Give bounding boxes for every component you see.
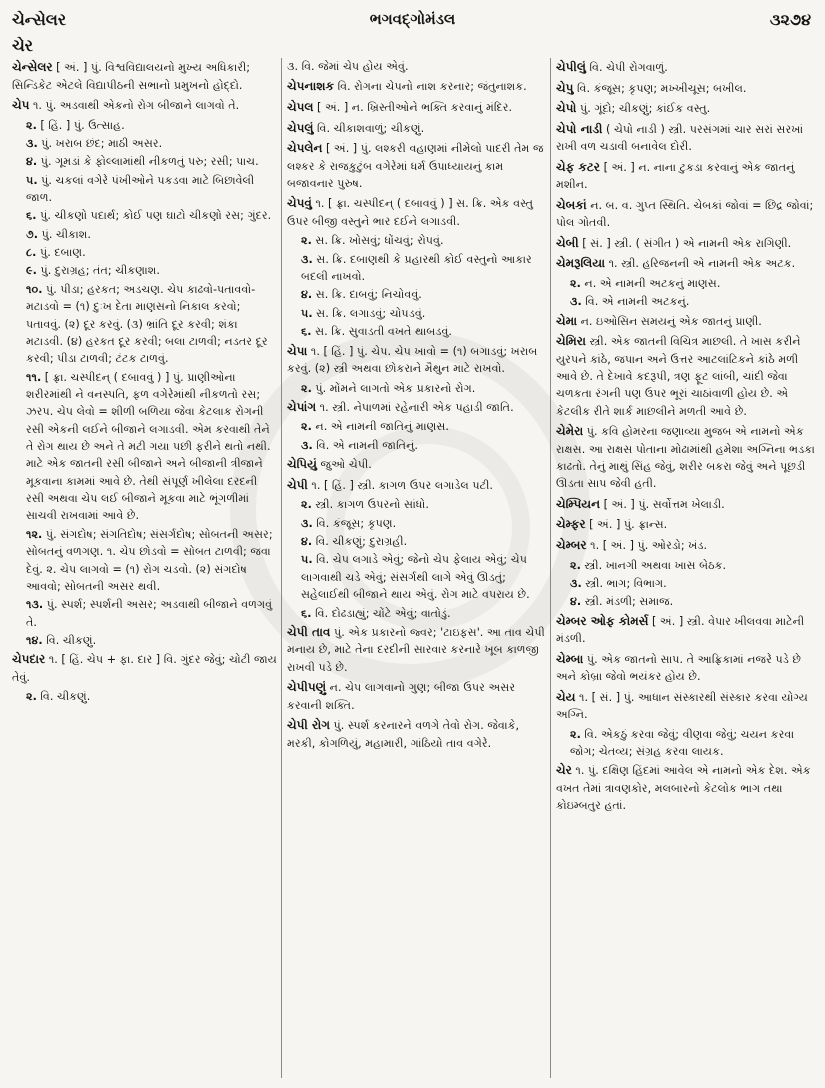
entry-sense bbox=[301, 380, 546, 397]
entry-sense bbox=[570, 275, 815, 292]
sense-number: ૪. bbox=[301, 288, 313, 302]
sense-text: વિ. ચેપ લગાડે એવું; જેનો ચેપ ફેલાય એવું; ચેપ લાગવાથી ચડે એવું; સંસર્ગથી લાગે એવું ઊડતું; સહેલાઈથી બીજાને થાય એવું. રોગ માટે વપરાય છે. bbox=[301, 553, 530, 602]
entry-sense bbox=[26, 226, 277, 243]
entry-definition: ૧. સ્ત્રી. હરિજનની એ નામની એક અટક. bbox=[608, 257, 796, 271]
dictionary-entry bbox=[287, 623, 546, 676]
dictionary-entry bbox=[12, 96, 277, 115]
entry-headword: ચેપલ bbox=[287, 99, 314, 114]
entry-sense bbox=[570, 593, 815, 610]
sense-number: ૯. bbox=[26, 264, 37, 278]
sense-text: સ્ત્રી. ભાગ; વિભાગ. bbox=[585, 576, 667, 590]
entry-headword: ચેપનાશક bbox=[287, 79, 334, 94]
entry-sense bbox=[301, 533, 546, 550]
entry-sense bbox=[570, 557, 815, 574]
dictionary-entry bbox=[556, 196, 815, 232]
sense-text: વિ. ચીકણું; દુરાગ્રહી. bbox=[315, 535, 408, 549]
entry-sense bbox=[26, 369, 277, 525]
entry-headword: ચેપીલું bbox=[556, 60, 586, 74]
sense-text: સ. ક્રિ. દબાણથી કે પ્રહારથી કોઈ વસ્તુનો આકાર બદલી નાખવો. bbox=[301, 252, 532, 284]
entry-headword: ચેપી રોગ bbox=[287, 718, 330, 733]
entry-sense bbox=[26, 688, 277, 705]
entry-definition: ૧. પું. અડવાથી એકનો રોગ બીજાને લાગવો તે. bbox=[32, 98, 240, 112]
dictionary-entry bbox=[556, 332, 815, 420]
entry-headword: ચેફ કટર bbox=[556, 159, 601, 174]
entry-sense bbox=[570, 726, 815, 761]
column-1 bbox=[12, 58, 277, 1078]
sense-number: ૩. bbox=[26, 136, 38, 150]
entry-sense bbox=[301, 323, 546, 340]
entry-definition: પું. સ્પર્શ કરનારને વળગે તેવો રોગ. જેવાકે, મરકી, કોગળિયું, મહામારી, ગાંઠિયો તાવ વગેરે. bbox=[287, 719, 520, 750]
entry-headword: ચેમ્પિયન bbox=[556, 496, 601, 511]
entry-headword: ચેન્સેલર bbox=[12, 60, 53, 74]
dictionary-entry bbox=[287, 194, 546, 230]
entry-definition: [ અં. ] પું. લશ્કરી વહાણમાં નીમેલો પાદરી તેમ જ લશ્કર કે રાજકુટુંબ વગેરેમાં ધર્મ ઉપાધ્યાયનું કામ બજાવનાર પુરુષ. bbox=[287, 142, 544, 191]
dictionary-entry bbox=[556, 761, 815, 814]
entry-headword: ચેમા bbox=[556, 313, 578, 328]
page-header bbox=[0, 0, 825, 34]
dictionary-entry bbox=[556, 536, 815, 555]
entry-headword: ચેપદાર bbox=[12, 652, 46, 667]
entry-definition: પું. કવિ હોમરના જણાવ્યા મુજબ એ નામનો એક રાક્ષસ. આ રાક્ષસ પોતાના મોઢામાંથી હમેશા અગ્નિના ભડકા કાઢતો. તેનું માથું સિંહ જેવું, શરીર બકરા જેવું અને પૂછડી ઊડતા સાપ જેવી હતી. bbox=[556, 425, 815, 491]
dictionary-entry bbox=[12, 58, 277, 94]
header-guide-word-sub: ચેર bbox=[12, 36, 34, 55]
entry-sense bbox=[26, 244, 277, 261]
dictionary-entry bbox=[556, 688, 815, 724]
sense-text: વિ. એકઠું કરવા જેવું; વીણવા જેવું; ચયન કરવા જોગ; ચેતવ્ય; સંગ્રહ કરવા લાયક. bbox=[570, 727, 795, 758]
sense-number: ૨. bbox=[570, 727, 581, 741]
sense-text: [ હિં. ] પું. ઉત્સાહ. bbox=[40, 118, 125, 132]
entry-definition: વિ. રોગના ચેપનો નાશ કરનાર; જંતુનાશક. bbox=[337, 80, 527, 94]
entry-headword: ચેપિયું bbox=[287, 457, 317, 472]
entry-definition: [ અં. ] પું. સર્વોત્તમ ખેલાડી. bbox=[603, 497, 725, 511]
sense-number: ૫. bbox=[301, 306, 313, 320]
sense-number: ૮. bbox=[26, 246, 37, 260]
entry-headword: ચેર bbox=[556, 763, 572, 778]
sense-text: પું. ચીકણો પદાર્થ; કોઈ પણ ઘાટો ચીકણો રસ; ગુંદર. bbox=[40, 209, 272, 223]
entry-sense bbox=[301, 286, 546, 303]
entry-headword: ચેમેરા bbox=[556, 424, 584, 439]
sense-text: પું. ગૂમડાં કે ફોલ્લામાંથી નીકળતું પરુ; રસી; પાચ. bbox=[40, 155, 259, 169]
header-page-number: ૩૨૭૪ bbox=[769, 10, 811, 29]
sense-text: વિ. ચીકણું. bbox=[40, 690, 91, 704]
sense-text: સ્ત્રી. કાગળ ઉપરનો સાંધો. bbox=[315, 498, 429, 512]
entry-headword: ચેપીપણું bbox=[287, 680, 327, 695]
dictionary-entry bbox=[287, 98, 546, 117]
sense-text: વિ. એ નામની અટકનું. bbox=[585, 295, 690, 309]
sense-text: પું. દુરાગ્રહ; તંત; ચીકણાશ. bbox=[40, 264, 160, 278]
dictionary-entry bbox=[556, 515, 815, 534]
entry-sense bbox=[570, 575, 815, 592]
sense-number: ૨. bbox=[301, 420, 312, 434]
entry-definition: [ અં. ] ન. ખ્રિસ્તીઓને ભક્તિ કરવાનું મંદિર. bbox=[317, 100, 513, 114]
header-book-title: ભગવદ્ગોમંડલ bbox=[369, 10, 456, 28]
entry-definition: પું. એક પ્રકારનો જ્વર; 'ટાઇફસ'. આ તાવ ચેપી મનાય છે, માટે તેના દરદીની સારવાર કરનારે ખૂબ કાળજી રાખવી પડે છે. bbox=[287, 625, 545, 674]
sense-text: [ ફ્રા. ચસ્પીદન્ ( દબાવવું ) ] પું. પ્રાણીઓના શરીરમાંથી ને વનસ્પતિ, ફળ વગેરેમાંથી નીકળતો રસ; ઝરપ. ચેપ લેવો = શીળી બળિયા જેવા કેટલાક રોગની રસી એકની લઈને બીજાને લગાડવી. એમ કરવાથી તેને તે રોગ થાય છે અને તે મટી ગયા પછી ફરીને થતો નથી. માટે એક જાતની રસી બીજાને અને બીજાની ત્રીજાને મૂકવાના કામમાં આવે છે. તેથી સંપૂર્ણ ખીલેલા દરદની રસી અથવા ચેપ લઈ બીજાને મૂકવા માટે ભૂંગળીમાં સાચવી રાખવામાં આવે છે. bbox=[26, 370, 271, 523]
dictionary-entry bbox=[556, 99, 815, 118]
sense-number: ૩. bbox=[570, 295, 582, 309]
sense-text: પું. સ્પર્શ; સ્પર્શની અસર; અડવાથી બીજાને વળગવું તે. bbox=[26, 598, 273, 629]
sense-number: ૪. bbox=[26, 155, 38, 169]
sense-text: પું. ચીકાશ. bbox=[41, 227, 91, 241]
sense-text: વિ. દોઢડાહ્યું; ચોંટે એવું; વાતોડું. bbox=[315, 606, 451, 620]
entry-definition: ન. ઇઓસિન સમયનું એક જાતનું પ્રાણી. bbox=[580, 314, 762, 328]
sense-number: ૩. bbox=[301, 438, 313, 452]
entry-sense bbox=[301, 437, 546, 454]
entry-headword: ચેય bbox=[556, 689, 576, 704]
entry-headword: ચેપલેન bbox=[287, 141, 323, 156]
entry-headword: ચેપલું bbox=[287, 120, 314, 135]
column-2 bbox=[281, 58, 546, 1078]
sense-number: ૧૩. bbox=[26, 598, 44, 612]
entry-headword: ચેમરૂલિયા bbox=[556, 256, 606, 271]
sense-number: ૩. bbox=[301, 252, 313, 266]
dictionary-entry bbox=[556, 79, 815, 98]
entry-headword: ચેમ્ફર bbox=[556, 517, 586, 532]
entry-definition: ૩. વિ. જેમાં ચેપ હોય એવું. bbox=[287, 60, 409, 73]
entry-definition: વિ. ચીકાશવાળું; ચીકણું. bbox=[317, 121, 425, 135]
entry-definition: [ અં. ] સ્ત્રી. વેપાર ખીલવવા માટેની મંડળી. bbox=[556, 614, 805, 646]
entry-definition: ન. બ. વ. ગુપ્ત સ્થિતિ. ચેબકાં જોવાં = છિદ્ર જોવાં; પોલ ગોતવી. bbox=[556, 198, 814, 230]
dictionary-entry bbox=[287, 342, 546, 378]
sense-text: સ. ક્રિ. દાબવું; નિચોવવું. bbox=[315, 288, 422, 302]
entry-definition: ૧. [ હિં. ] પું. ચેપ. ચેપ ખાવો = (૧) બગાડવું; ખરાબ કરવું. (૨) સ્ત્રી અથવા છોકરાને મૈથુન માટે રાખવો. bbox=[287, 344, 538, 376]
dictionary-entry bbox=[287, 58, 546, 75]
entry-sense bbox=[301, 251, 546, 286]
entry-headword: ચેપાંગ bbox=[287, 399, 317, 414]
sense-number: ૨. bbox=[570, 558, 581, 572]
entry-sense bbox=[26, 135, 277, 152]
dictionary-entry bbox=[556, 422, 815, 493]
entry-headword: ચેપો bbox=[556, 101, 577, 116]
entry-sense bbox=[26, 281, 277, 368]
sense-text: ન. એ નામની જાતિનું માણસ. bbox=[315, 420, 449, 434]
sense-number: ૬. bbox=[301, 325, 312, 339]
dictionary-entry bbox=[287, 77, 546, 96]
entry-definition: સ્ત્રી. એક જાતની વિચિત્ર માછલી. તે ખાસ કરીને યુરપને કાંઠે, જપાન અને ઉત્તર આટલાંટિકને કાંઠે મળી આવે છે. તે દેખાવે કદરૂપી, ત્રણ ફૂટ લાંબી, ચાંદી જેવા ચળકતા રંગની પણ ઉપર ભૂરાં ચાઠાંવાળી હોય છે. એ કેટલીક રીતે શાર્ક માછલીને મળતી આવે છે. bbox=[556, 335, 801, 418]
dictionary-entry bbox=[287, 678, 546, 714]
entry-headword: ચેબકાં bbox=[556, 197, 587, 212]
entry-headword: ચેપી તાવ bbox=[287, 624, 331, 639]
sense-text: સ્ત્રી. મંડળી; સમાજ. bbox=[584, 595, 674, 609]
entry-sense bbox=[301, 551, 546, 603]
sense-number: ૪. bbox=[301, 535, 313, 549]
dictionary-entry bbox=[287, 455, 546, 474]
entry-headword: ચેપી bbox=[287, 477, 308, 492]
entry-headword: ચેપા bbox=[287, 343, 308, 358]
sense-text: પું. સંગદોષ; સંગતિદોષ; સંસર્ગદોષ; સોબતની અસર; સોબતનું વળગણ. ૧. ચેપ છોડવો = સોબત ટાળવી; જવા દેવું. ૨. ચેપ લાગવો = (૧) રોગ ચડવો. (૨) સંગદોષ આવવો; સોબતની અસર થવી. bbox=[26, 527, 273, 593]
entry-sense bbox=[301, 515, 546, 532]
sense-text: પું. મોંમને લાગતો એક પ્રકારનો રોગ. bbox=[315, 381, 476, 395]
sense-text: વિ. એ નામની જાતિનું. bbox=[316, 438, 418, 452]
sense-text: ન. એ નામની અટકનું માણસ. bbox=[584, 276, 721, 290]
sense-number: ૨. bbox=[570, 276, 581, 290]
dictionary-entry bbox=[556, 158, 815, 194]
sense-number: ૬. bbox=[301, 606, 312, 620]
entry-sense bbox=[26, 262, 277, 279]
entry-headword: ચેમ્બર ઓફ કોમર્સ bbox=[556, 613, 649, 628]
sense-text: પું. ચકલાં વગેરે પંખીઓને પકડવા માટે બિછાવેલી જાળ. bbox=[26, 173, 255, 204]
dictionary-entry bbox=[12, 650, 277, 686]
dictionary-columns bbox=[12, 58, 816, 1078]
dictionary-entry bbox=[287, 476, 546, 495]
entry-headword: ચેપ bbox=[12, 97, 30, 112]
entry-sense bbox=[570, 293, 815, 310]
sense-number: ૨. bbox=[26, 690, 37, 704]
dictionary-entry bbox=[287, 716, 546, 752]
entry-sense bbox=[26, 117, 277, 134]
sense-text: પું. ખરાબ છંદ; માઠી અસર. bbox=[41, 136, 163, 150]
sense-number: ૧૦. bbox=[26, 282, 43, 296]
sense-text: સ્ત્રી. ખાનગી અથવા ખાસ બેઠક. bbox=[584, 558, 727, 572]
sense-text: પું. પીડા; હરકત; અડચણ. ચેપ કાઢવો-પતાવવો-મટાડવો = (૧) દુઃખ દેતા માણસનો નિકાલ કરવો; પતાવવું. (૨) દૂર કરવું. (૩) ભ્રાંતિ દૂર કરવી; શંકા મટાડવી. (૪) હરકત દૂર કરવી; બલા ટાળવી; નડતર દૂર કરવી; પીડા ટાળવી; ટંટક ટાળવું. bbox=[26, 282, 268, 366]
sense-text: વિ. ચીકણું. bbox=[46, 633, 97, 647]
entry-headword: ચેપુ bbox=[556, 80, 574, 95]
dictionary-entry bbox=[556, 58, 815, 77]
entry-definition: ૧. [ હિં. ચેપ + ફા. દાર ] વિ. ગુંદર જેવું; ચોટી જાય તેવું. bbox=[12, 653, 277, 684]
entry-sense bbox=[301, 496, 546, 513]
sense-text: સ. ક્રિ. લગાડવું; ચોપડવું. bbox=[316, 306, 426, 320]
sense-number: ૭. bbox=[26, 227, 39, 241]
entry-definition: પું. એક જાતનો સાપ. તે આફ્રિકામાં નજરે પડે છે અને કોબ્રા જેવો ભયંકર હોય છે. bbox=[556, 652, 802, 684]
entry-definition: ન. ચેપ લાગવાનો ગુણ; બીજા ઉપર અસર કરવાની શક્તિ. bbox=[287, 681, 516, 712]
sense-text: પું. દબાણ. bbox=[39, 246, 86, 260]
entry-definition: [ અં. ] પું. ફ્રાન્સ. bbox=[589, 518, 668, 532]
entry-sense bbox=[301, 605, 546, 622]
entry-sense bbox=[301, 232, 546, 249]
dictionary-entry bbox=[287, 119, 546, 138]
entry-sense bbox=[26, 153, 277, 170]
sense-number: ૧૧. bbox=[26, 370, 42, 384]
entry-sense bbox=[301, 418, 546, 435]
header-guide-word-left: ચેન્સેલર bbox=[12, 10, 67, 29]
entry-definition: ૧. [ ફ્રા. ચસ્પીદન્ ( દબાવવું ) ] સ. ક્રિ. એક વસ્તુ ઉપર બીજી વસ્તુને ભાર દઈને લગાડવી. bbox=[287, 197, 534, 229]
sense-number: ૪. bbox=[570, 595, 582, 609]
sense-number: ૨. bbox=[301, 381, 312, 395]
entry-sense bbox=[26, 172, 277, 207]
dictionary-entry bbox=[556, 495, 815, 514]
entry-headword: ચેમિરા bbox=[556, 334, 586, 349]
entry-definition: ( ચેપો નાડી ) સ્ત્રી. પરસંગમાં ચાર સરાં સરખાં રાખી વળ ચડાવી બનાવેલ દોરી. bbox=[556, 122, 804, 154]
entry-definition: વિ. ચેપી રોગવાળું. bbox=[589, 61, 668, 74]
sense-number: ૩. bbox=[301, 516, 313, 530]
entry-definition: ૧. પું. દક્ષિણ હિંદમાં આવેલ એ નામનો એક દેશ. એક વખત તેમાં ત્રાવણકોર, મલબારનો કેટલોક ભાગ તથા કોઇમ્બતુર હતાં. bbox=[556, 764, 811, 813]
entry-sense bbox=[26, 207, 277, 224]
sense-number: ૧૨. bbox=[26, 527, 43, 541]
dictionary-entry bbox=[556, 120, 815, 156]
sense-text: સ. ક્રિ. ખોસવું; ધોંચવું; રોપવું. bbox=[315, 234, 444, 248]
sense-number: ૨. bbox=[301, 234, 312, 248]
sense-number: ૨. bbox=[26, 118, 37, 132]
dictionary-entry bbox=[287, 398, 546, 417]
entry-headword: ચેમ્બા bbox=[556, 651, 584, 666]
sense-number: ૫. bbox=[301, 553, 313, 567]
entry-sense bbox=[26, 596, 277, 631]
dictionary-entry bbox=[556, 234, 815, 253]
sense-text: વિ. કંજૂસ; કૃપણ. bbox=[316, 516, 397, 530]
entry-definition: જુઓ ચેપી. bbox=[320, 458, 372, 472]
entry-definition: [ અં. ] ન. નાના ટુકડા કરવાનું એક જાતનું મશીન. bbox=[556, 160, 795, 192]
sense-number: ૨. bbox=[301, 498, 312, 512]
entry-headword: ચેપવું bbox=[287, 196, 312, 211]
entry-definition: પું. ગૂંદો; ચીકણું; કાંઈક વસ્તુ. bbox=[579, 102, 711, 116]
dictionary-entry bbox=[287, 139, 546, 192]
entry-definition: ૧. [ અં. ] પું. ઓરડો; ખંડ. bbox=[590, 539, 708, 553]
dictionary-entry bbox=[556, 650, 815, 686]
dictionary-entry bbox=[556, 612, 815, 648]
sense-number: ૧૪. bbox=[26, 633, 43, 647]
entry-definition: [ સં. ] સ્ત્રી. ( સંગીત ) એ નામની એક રાગિણી. bbox=[582, 236, 792, 250]
entry-definition: [ અં. ] પું. વિશ્વવિદ્યાલયનો મુખ્ય અધિકારી; સિન્ડિકેટ એટલે વિદ્યાપીઠની સભાનો પ્રમુખનો હોદ્દો. bbox=[12, 61, 251, 92]
entry-headword: ચેબી bbox=[556, 235, 579, 250]
entry-sense bbox=[26, 632, 277, 649]
entry-definition: ૧. [ હિં. ] સ્ત્રી. કાગળ ઉપર લગાડેલ પટી. bbox=[311, 478, 493, 492]
entry-definition: ૧. [ સં. ] પું. આધાન સંસ્કારથી સંસ્કાર કરવા યોગ્ય અગ્નિ. bbox=[556, 690, 808, 722]
entry-headword: ચેમ્બર bbox=[556, 538, 587, 553]
column-3 bbox=[550, 58, 815, 1078]
sense-text: સ. ક્રિ. સુવાડતી વખતે થાબડવું. bbox=[315, 325, 452, 339]
entry-sense bbox=[301, 305, 546, 322]
sense-number: ૫. bbox=[26, 173, 38, 187]
sense-number: ૬. bbox=[26, 209, 37, 223]
dictionary-entry bbox=[556, 312, 815, 331]
entry-sense bbox=[26, 526, 277, 595]
entry-headword: ચેપો નાડી bbox=[556, 121, 603, 136]
entry-definition: વિ. કંજૂસ; કૃપણ; મખ્ખીચૂસ; બખીલ. bbox=[576, 81, 747, 95]
dictionary-entry bbox=[556, 254, 815, 273]
entry-definition: ૧. સ્ત્રી. નેપાળમાં રહેનારી એક પહાડી જાતિ. bbox=[319, 400, 514, 414]
sense-number: ૩. bbox=[570, 576, 582, 590]
